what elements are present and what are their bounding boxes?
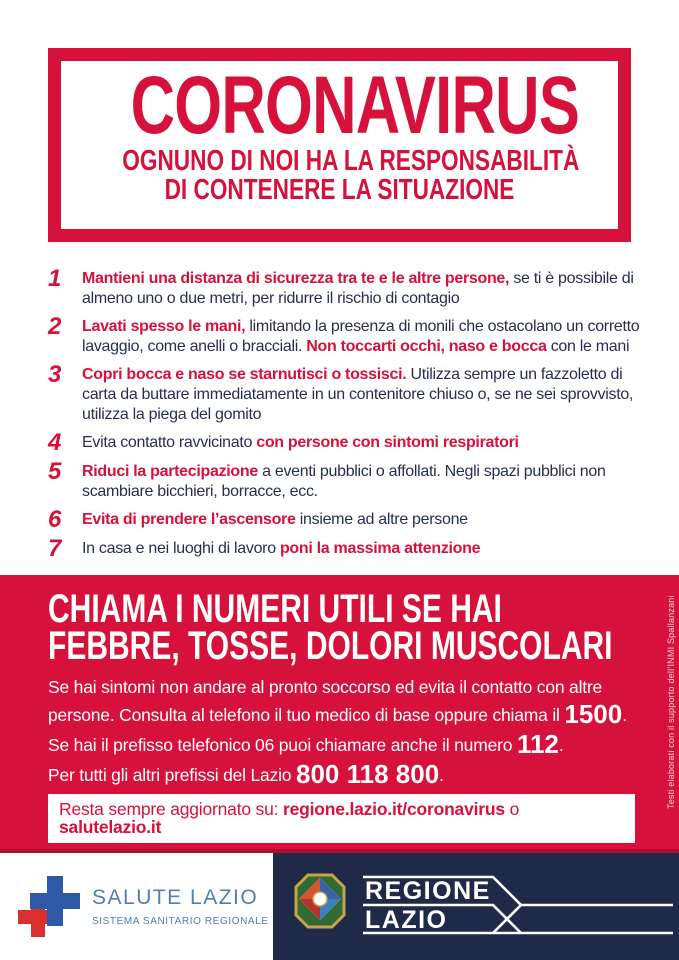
poster-subtitle-line2: DI CONTENERE LA SITUAZIONE <box>164 174 515 206</box>
info-text: Resta sempre aggiornato su: <box>59 799 283 819</box>
poster-subtitle-line1: OGNUNO DI NOI HA LA RESPONSABILITÀ <box>122 145 580 177</box>
emergency-numbers-section <box>0 575 679 853</box>
band-paragraph-3: Per tutti gli altri prefissi del Lazio 800 118 800. <box>48 759 444 789</box>
header-box <box>48 48 631 242</box>
rule-item-6 <box>48 506 645 533</box>
info-url: regione.lazio.it/coronavirus <box>282 799 505 819</box>
rule-item-7 <box>48 535 645 562</box>
rule-number: 1 <box>48 265 62 292</box>
rule-text: Copri bocca e naso se starnutisci o tossisci. Utilizza sempre un fazzoletto di carta da buttare immediatamente in un contenitore chiuso o, se ne sei sprovvisto, utilizza la piega del gomito <box>82 366 634 423</box>
rule-number: 3 <box>48 361 62 388</box>
regione-lazio-logo <box>361 868 673 946</box>
band-heading-line2: FEBBRE, TOSSE, DOLORI MUSCOLARI <box>48 624 613 668</box>
rule-item-4 <box>48 429 645 456</box>
salute-lazio-block <box>0 853 273 960</box>
rule-item-5 <box>48 458 645 502</box>
band-paragraphs <box>48 674 635 789</box>
rule-number: 6 <box>48 506 62 533</box>
regione-text: REGIONE <box>365 876 491 905</box>
update-info-bar <box>48 794 635 843</box>
poster-title: CORONAVIRUS <box>130 60 580 151</box>
band-paragraph-1: Se hai sintomi non andare al pronto soccorso ed evita il contatto con altre persone. Consulta al telefono il tuo medico di base oppure chiama il 1500. <box>48 677 627 729</box>
credits-side-note: Testi elaborati con il supporto dell’INMI Spallanzani <box>666 595 676 809</box>
rule-number: 5 <box>48 458 62 485</box>
rule-number: 2 <box>48 313 62 340</box>
rule-text: Lavati spesso le mani, limitando la presenza di monili che ostacolano un corretto lavaggio, come anelli o bracciali. Non toccarti occhi, naso e bocca con le mani <box>82 318 640 355</box>
band-heading-line1: CHIAMA I NUMERI UTILI SE HAI <box>48 587 502 631</box>
salute-lazio-title: SALUTE LAZIO <box>92 886 259 909</box>
band-paragraph-2: Se hai il prefisso telefonico 06 puoi chiamare anche il numero 112. <box>48 729 564 759</box>
rule-number: 7 <box>48 535 62 562</box>
rules-list <box>0 242 679 575</box>
salute-lazio-crosses-icon <box>16 872 82 942</box>
footer <box>0 853 679 960</box>
salute-lazio-text <box>92 886 269 927</box>
rule-text: Evita di prendere l’ascensore insieme ad altre persone <box>82 511 468 528</box>
rule-number: 4 <box>48 429 62 456</box>
header-section <box>0 0 679 242</box>
regione-lazio-block <box>273 853 679 960</box>
regione-lazio-crest-icon <box>291 870 349 944</box>
salute-lazio-subtitle: SISTEMA SANITARIO REGIONALE <box>92 916 269 927</box>
rule-text: In casa e nei luoghi di lavoro poni la massima attenzione <box>82 540 481 557</box>
rule-text: Mantieni una distanza di sicurezza tra te e le altre persone, se ti è possibile di almeno uno o due metri, per ridurre il rischio di contagio <box>82 270 634 307</box>
rule-text: Riduci la partecipazione a eventi pubblici o affollati. Negli spazi pubblici non scambiare bicchieri, borracce, ecc. <box>82 463 606 500</box>
rule-item-1 <box>48 265 645 309</box>
rule-text: Evita contatto ravvicinato con persone con sintomi respiratori <box>82 434 519 451</box>
info-url: salutelazio.it <box>59 817 162 837</box>
info-text: o <box>504 799 520 819</box>
rule-item-3 <box>48 361 645 425</box>
lazio-text: LAZIO <box>365 905 448 934</box>
rule-item-2 <box>48 313 645 357</box>
